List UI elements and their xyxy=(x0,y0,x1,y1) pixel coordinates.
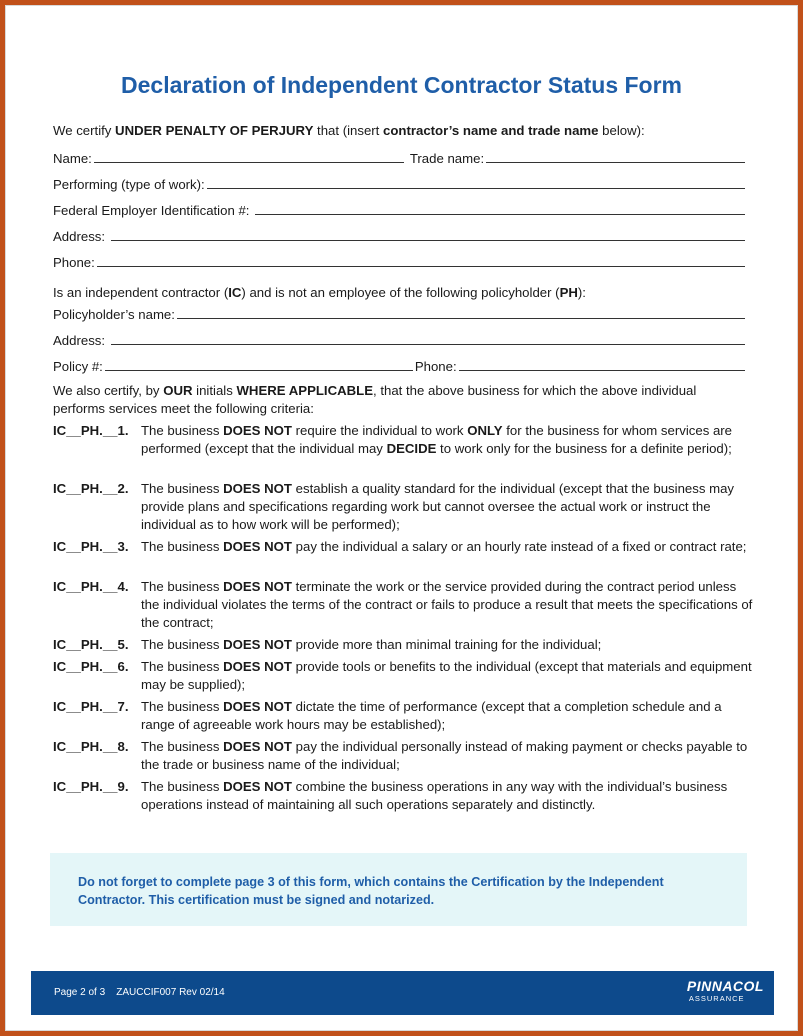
phone-field[interactable] xyxy=(97,265,745,267)
policy-phone-field[interactable] xyxy=(459,369,745,371)
criterion-4 xyxy=(53,578,753,632)
ic-mid: ) and is not an employee of the following policyholder ( xyxy=(241,285,560,300)
fein-row xyxy=(53,200,747,218)
criterion-text xyxy=(141,738,753,774)
ic-statement xyxy=(53,285,586,300)
criterion-code: IC__PH.__6. xyxy=(53,659,129,674)
footer-info xyxy=(54,987,225,998)
criterion-bold: DOES NOT xyxy=(223,423,292,438)
address-field[interactable] xyxy=(111,239,745,241)
policy-address-field[interactable] xyxy=(111,343,745,345)
criterion-post: require the individual to work ONLY for the business for whom services are performed (except that the individual may DECIDE to work only for the business for a definite period); xyxy=(141,423,733,456)
certify-mid: initials xyxy=(192,383,237,398)
criterion-bold: DOES NOT xyxy=(223,539,292,554)
criterion-code: IC__PH.__5. xyxy=(53,637,129,652)
criterion-7 xyxy=(53,698,753,734)
intro-mid: that (insert xyxy=(313,123,384,138)
criterion-8 xyxy=(53,738,753,774)
criterion-pre: The business xyxy=(141,423,224,438)
logo-sub: ASSURANCE xyxy=(688,994,745,1003)
intro-pre: We certify xyxy=(53,123,116,138)
phone-row xyxy=(53,252,747,270)
form-page xyxy=(5,5,798,1031)
policyholder-label: Policyholder’s name: xyxy=(53,307,175,322)
criterion-5 xyxy=(53,636,753,654)
criterion-code: IC__PH.__2. xyxy=(53,481,129,496)
criterion-3 xyxy=(53,538,753,556)
policy-address-label: Address: xyxy=(53,333,106,348)
criterion-bold: DOES NOT xyxy=(223,481,292,496)
certify-text xyxy=(53,382,743,418)
address-label: Address: xyxy=(53,229,106,244)
policy-address-row xyxy=(53,330,747,348)
certify-where: WHERE APPLICABLE xyxy=(236,383,374,398)
criterion-9 xyxy=(53,778,753,814)
criterion-pre: The business xyxy=(141,739,224,754)
performing-label: Performing (type of work): xyxy=(53,177,205,192)
intro-perjury: UNDER PENALTY OF PERJURY xyxy=(115,123,314,138)
policy-row xyxy=(53,356,747,374)
criterion-bold: DOES NOT xyxy=(223,579,292,594)
performing-row xyxy=(53,174,747,192)
criterion-post: establish a quality standard for the individual (except that the business may provide plans and specifications regarding work but cannot oversee the actual work or instruct the individual as to how work will be performed); xyxy=(141,481,735,532)
form-code: ZAUCCIF007 Rev 02/14 xyxy=(116,987,225,998)
criterion-2 xyxy=(53,480,753,534)
pinnacol-logo xyxy=(687,978,764,1003)
fein-field[interactable] xyxy=(255,213,745,215)
name-field[interactable] xyxy=(94,161,404,163)
trade-name-label: Trade name: xyxy=(409,151,485,166)
criterion-pre: The business xyxy=(141,637,224,652)
certify-our: OUR xyxy=(163,383,193,398)
criterion-pre: The business xyxy=(141,779,224,794)
criterion-pre: The business xyxy=(141,659,224,674)
criterion-code: IC__PH.__8. xyxy=(53,739,129,754)
criterion-post: provide more than minimal training for the individual; xyxy=(291,637,602,652)
reminder-note: Do not forget to complete page 3 of this form, which contains the Certification by the Independent Contractor. This certification must be signed and notarized. xyxy=(50,853,747,926)
criterion-bold: DOES NOT xyxy=(223,779,292,794)
intro-names: contractor’s name and trade name xyxy=(383,123,599,138)
page-number: Page 2 of 3 xyxy=(54,987,106,998)
policy-no-field[interactable] xyxy=(105,369,413,371)
criterion-post: pay the individual a salary or an hourly rate instead of a fixed or contract rate; xyxy=(291,539,747,554)
criterion-text xyxy=(141,480,753,534)
criterion-post: pay the individual personally instead of making payment or checks payable to the trade or business name of the individual; xyxy=(141,739,748,772)
criterion-code: IC__PH.__3. xyxy=(53,539,129,554)
page-footer xyxy=(31,971,774,1015)
criterion-pre: The business xyxy=(141,539,224,554)
criterion-1 xyxy=(53,422,753,458)
address-row xyxy=(53,226,747,244)
criterion-bold: DOES NOT xyxy=(223,739,292,754)
ic-abbrev: IC xyxy=(228,285,242,300)
intro-post: below): xyxy=(598,123,645,138)
criterion-bold: DOES NOT xyxy=(223,659,292,674)
criterion-text xyxy=(141,698,753,734)
policyholder-row xyxy=(53,304,747,322)
policy-no-label: Policy #: xyxy=(53,359,103,374)
criterion-text xyxy=(141,658,753,694)
criterion-6 xyxy=(53,658,753,694)
criterion-post: combine the business operations in any way with the individual’s business operations instead of maintaining all such operations separately and distinctly. xyxy=(141,779,728,812)
certify-post: , that the above business for which the above individual performs services meet the following criteria: xyxy=(53,383,697,416)
policyholder-field[interactable] xyxy=(177,317,745,319)
name-row xyxy=(53,148,747,166)
criterion-code: IC__PH.__1. xyxy=(53,423,129,438)
certify-pre: We also certify, by xyxy=(53,383,164,398)
intro-text xyxy=(53,123,645,138)
criterion-text xyxy=(141,538,753,556)
trade-name-field[interactable] xyxy=(486,161,745,163)
criterion-pre: The business xyxy=(141,481,224,496)
criterion-text xyxy=(141,422,753,458)
ic-pre: Is an independent contractor ( xyxy=(53,285,229,300)
criterion-post: provide tools or benefits to the individual (except that materials and equipment may be supplied); xyxy=(141,659,752,692)
fein-label: Federal Employer Identification #: xyxy=(53,203,250,218)
logo-brand: PINNACOL xyxy=(686,978,764,994)
criterion-post: terminate the work or the service provided during the contract period unless the individual violates the terms of the contract or fails to produce a result that meets the specifications of the contract; xyxy=(141,579,753,630)
criterion-text xyxy=(141,778,753,814)
ph-abbrev: PH xyxy=(559,285,578,300)
criterion-bold: DOES NOT xyxy=(223,699,292,714)
criterion-post: dictate the time of performance (except that a completion schedule and a range of agreeable work hours may be established); xyxy=(141,699,722,732)
phone-label: Phone: xyxy=(53,255,95,270)
criterion-code: IC__PH.__4. xyxy=(53,579,129,594)
criterion-pre: The business xyxy=(141,579,224,594)
criterion-text xyxy=(141,636,753,654)
page-title: Declaration of Independent Contractor Status Form xyxy=(121,72,682,98)
criterion-code: IC__PH.__9. xyxy=(53,779,129,794)
name-label: Name: xyxy=(53,151,92,166)
criterion-code: IC__PH.__7. xyxy=(53,699,129,714)
performing-field[interactable] xyxy=(207,187,745,189)
ic-post: ): xyxy=(577,285,586,300)
policy-phone-label: Phone: xyxy=(414,359,457,374)
criterion-text xyxy=(141,578,753,632)
criterion-pre: The business xyxy=(141,699,224,714)
criterion-bold: DOES NOT xyxy=(223,637,292,652)
